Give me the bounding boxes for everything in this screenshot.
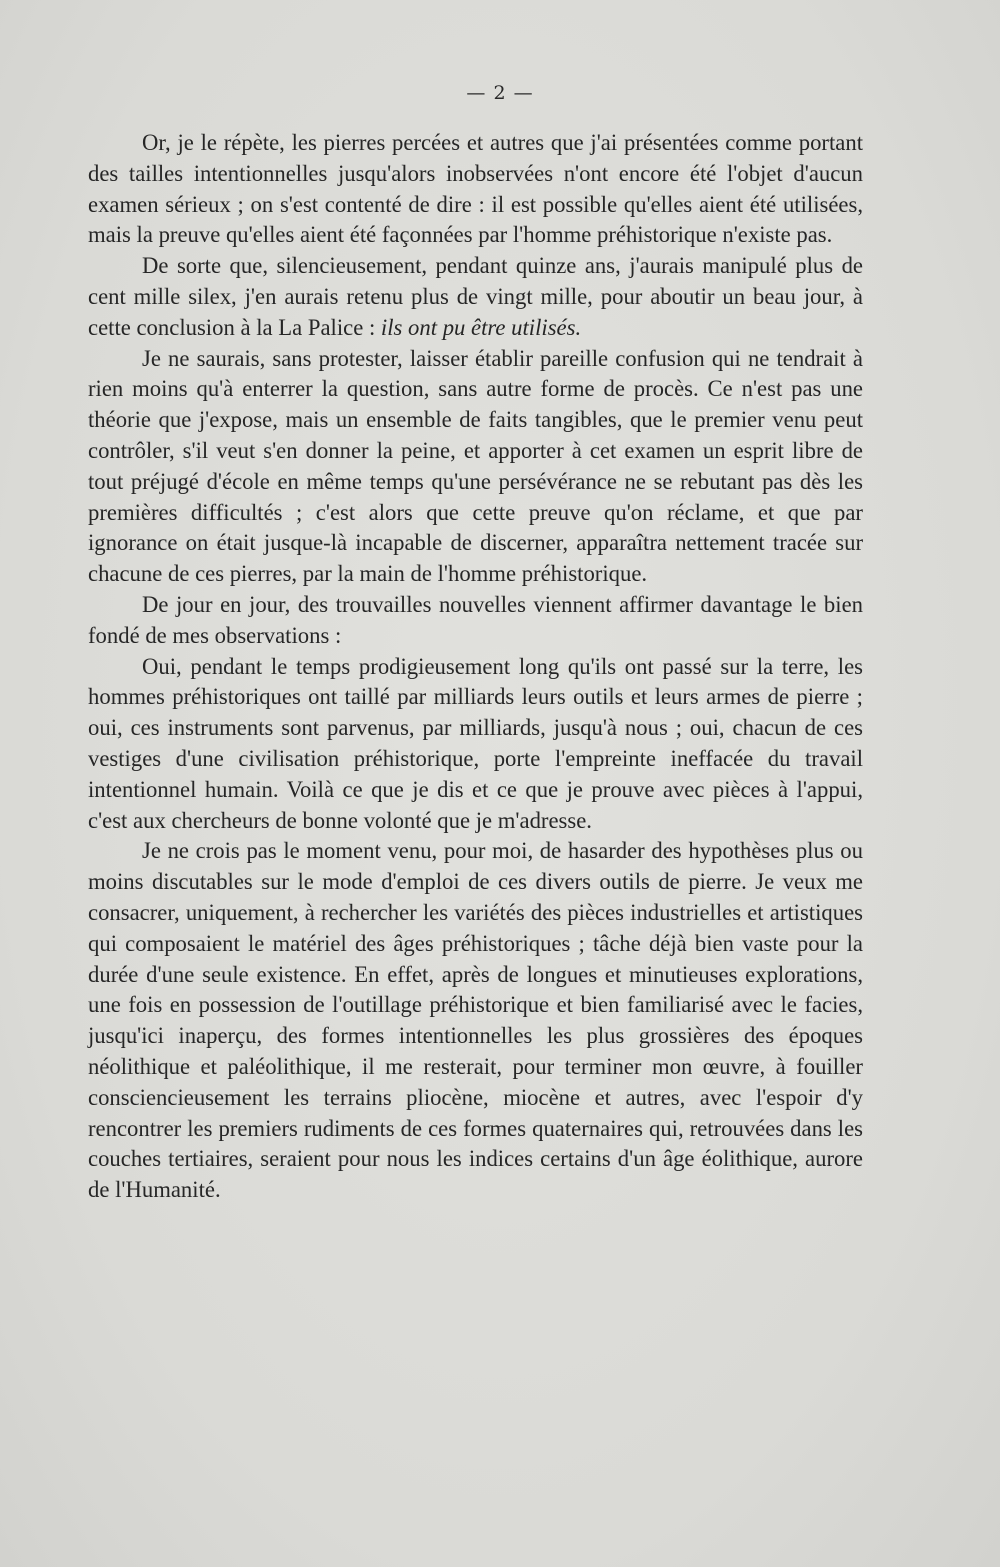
page-number: — 2 — [466,82,534,104]
paragraph [88,836,863,1206]
paragraph [88,344,863,590]
paragraph [88,590,863,652]
paragraph-text: Or, je le répète, les pierres percées et autres que j'ai présentées comme portant des tailles intentionnelles jusqu'alors inobservées n'ont encore été l'objet d'aucun examen sérieux ; on s'est contenté de dire : il est possible qu'elles aient été utilisées, mais la preuve qu'elles aient été façonnées par l'homme préhistorique n'existe pas. [88,130,863,248]
paragraph [88,652,863,837]
italic-phrase: ils ont pu être utilisés. [380,314,582,340]
body-text [88,128,863,1206]
paragraph-text: De jour en jour, des trouvailles nouvelles viennent affirmer davantage le bien fondé de mes observations : [88,591,863,648]
paragraph-text: Je ne saurais, sans protester, laisser établir pareille confusion qui ne tendrait à rien moins qu'à enterrer la question, sans autre forme de procès. Ce n'est pas une théorie que j'expose, mais un ensemble de faits tangibles, que le premier venu peut contrôler, s'il veut s'en donner la peine, et apporter à cet examen un esprit libre de tout préjugé d'école en même temps qu'une persévérance ne se rebutant pas dès les premières difficultés ; c'est alors que cette preuve qu'on réclame, et que par ignorance on était jusque-là incapable de discerner, apparaîtra nettement tracée sur chacune de ces pierres, par la main de l'homme préhistorique. [88,345,863,587]
paragraph [88,251,863,343]
paragraph-text: Oui, pendant le temps prodigieusement long qu'ils ont passé sur la terre, les hommes préhistoriques ont taillé par milliards leurs outils et leurs armes de pierre ; oui, ces instruments sont parvenus, par milliards, jusqu'à nous ; oui, chacun de ces vestiges d'une civilisation préhistorique, porte l'empreinte ineffacée du travail intentionnel humain. Voilà ce que je dis et ce que je prouve avec pièces à l'appui, c'est aux chercheurs de bonne volonté que je m'adresse. [88,653,863,833]
paragraph-text: De sorte que, silencieusement, pendant quinze ans, j'aurais manipulé plus de cent mille silex, j'en aurais retenu plus de vingt mille, pour aboutir un beau jour, à cette conclusion à la La Palice : [88,253,863,340]
paragraph [88,128,863,251]
paragraph-text: Je ne crois pas le moment venu, pour moi, de hasarder des hypothèses plus ou moins discutables sur le mode d'emploi de ces divers outils de pierre. Je veux me consacrer, uniquement, à rechercher les variétés des pièces industrielles et artistiques qui composaient le matériel des âges préhistoriques ; tâche déjà bien vaste pour la durée d'une seule existence. En effet, après de longues et minutieuses explorations, une fois en possession de l'outillage préhistorique et bien familiarisé avec le facies, jusqu'ici inaperçu, des formes intentionnelles les plus grossières des époques néolithique et paléolithique, il me resterait, pour terminer mon œuvre, à fouiller consciencieusement les terrains pliocène, miocène et autres, avec l'espoir d'y rencontrer les premiers rudiments de ces formes quaternaires qui, retrouvées dans les couches tertiaires, seraient pour nous les indices certains d'un âge éolithique, aurore de l'Humanité. [88,838,863,1203]
